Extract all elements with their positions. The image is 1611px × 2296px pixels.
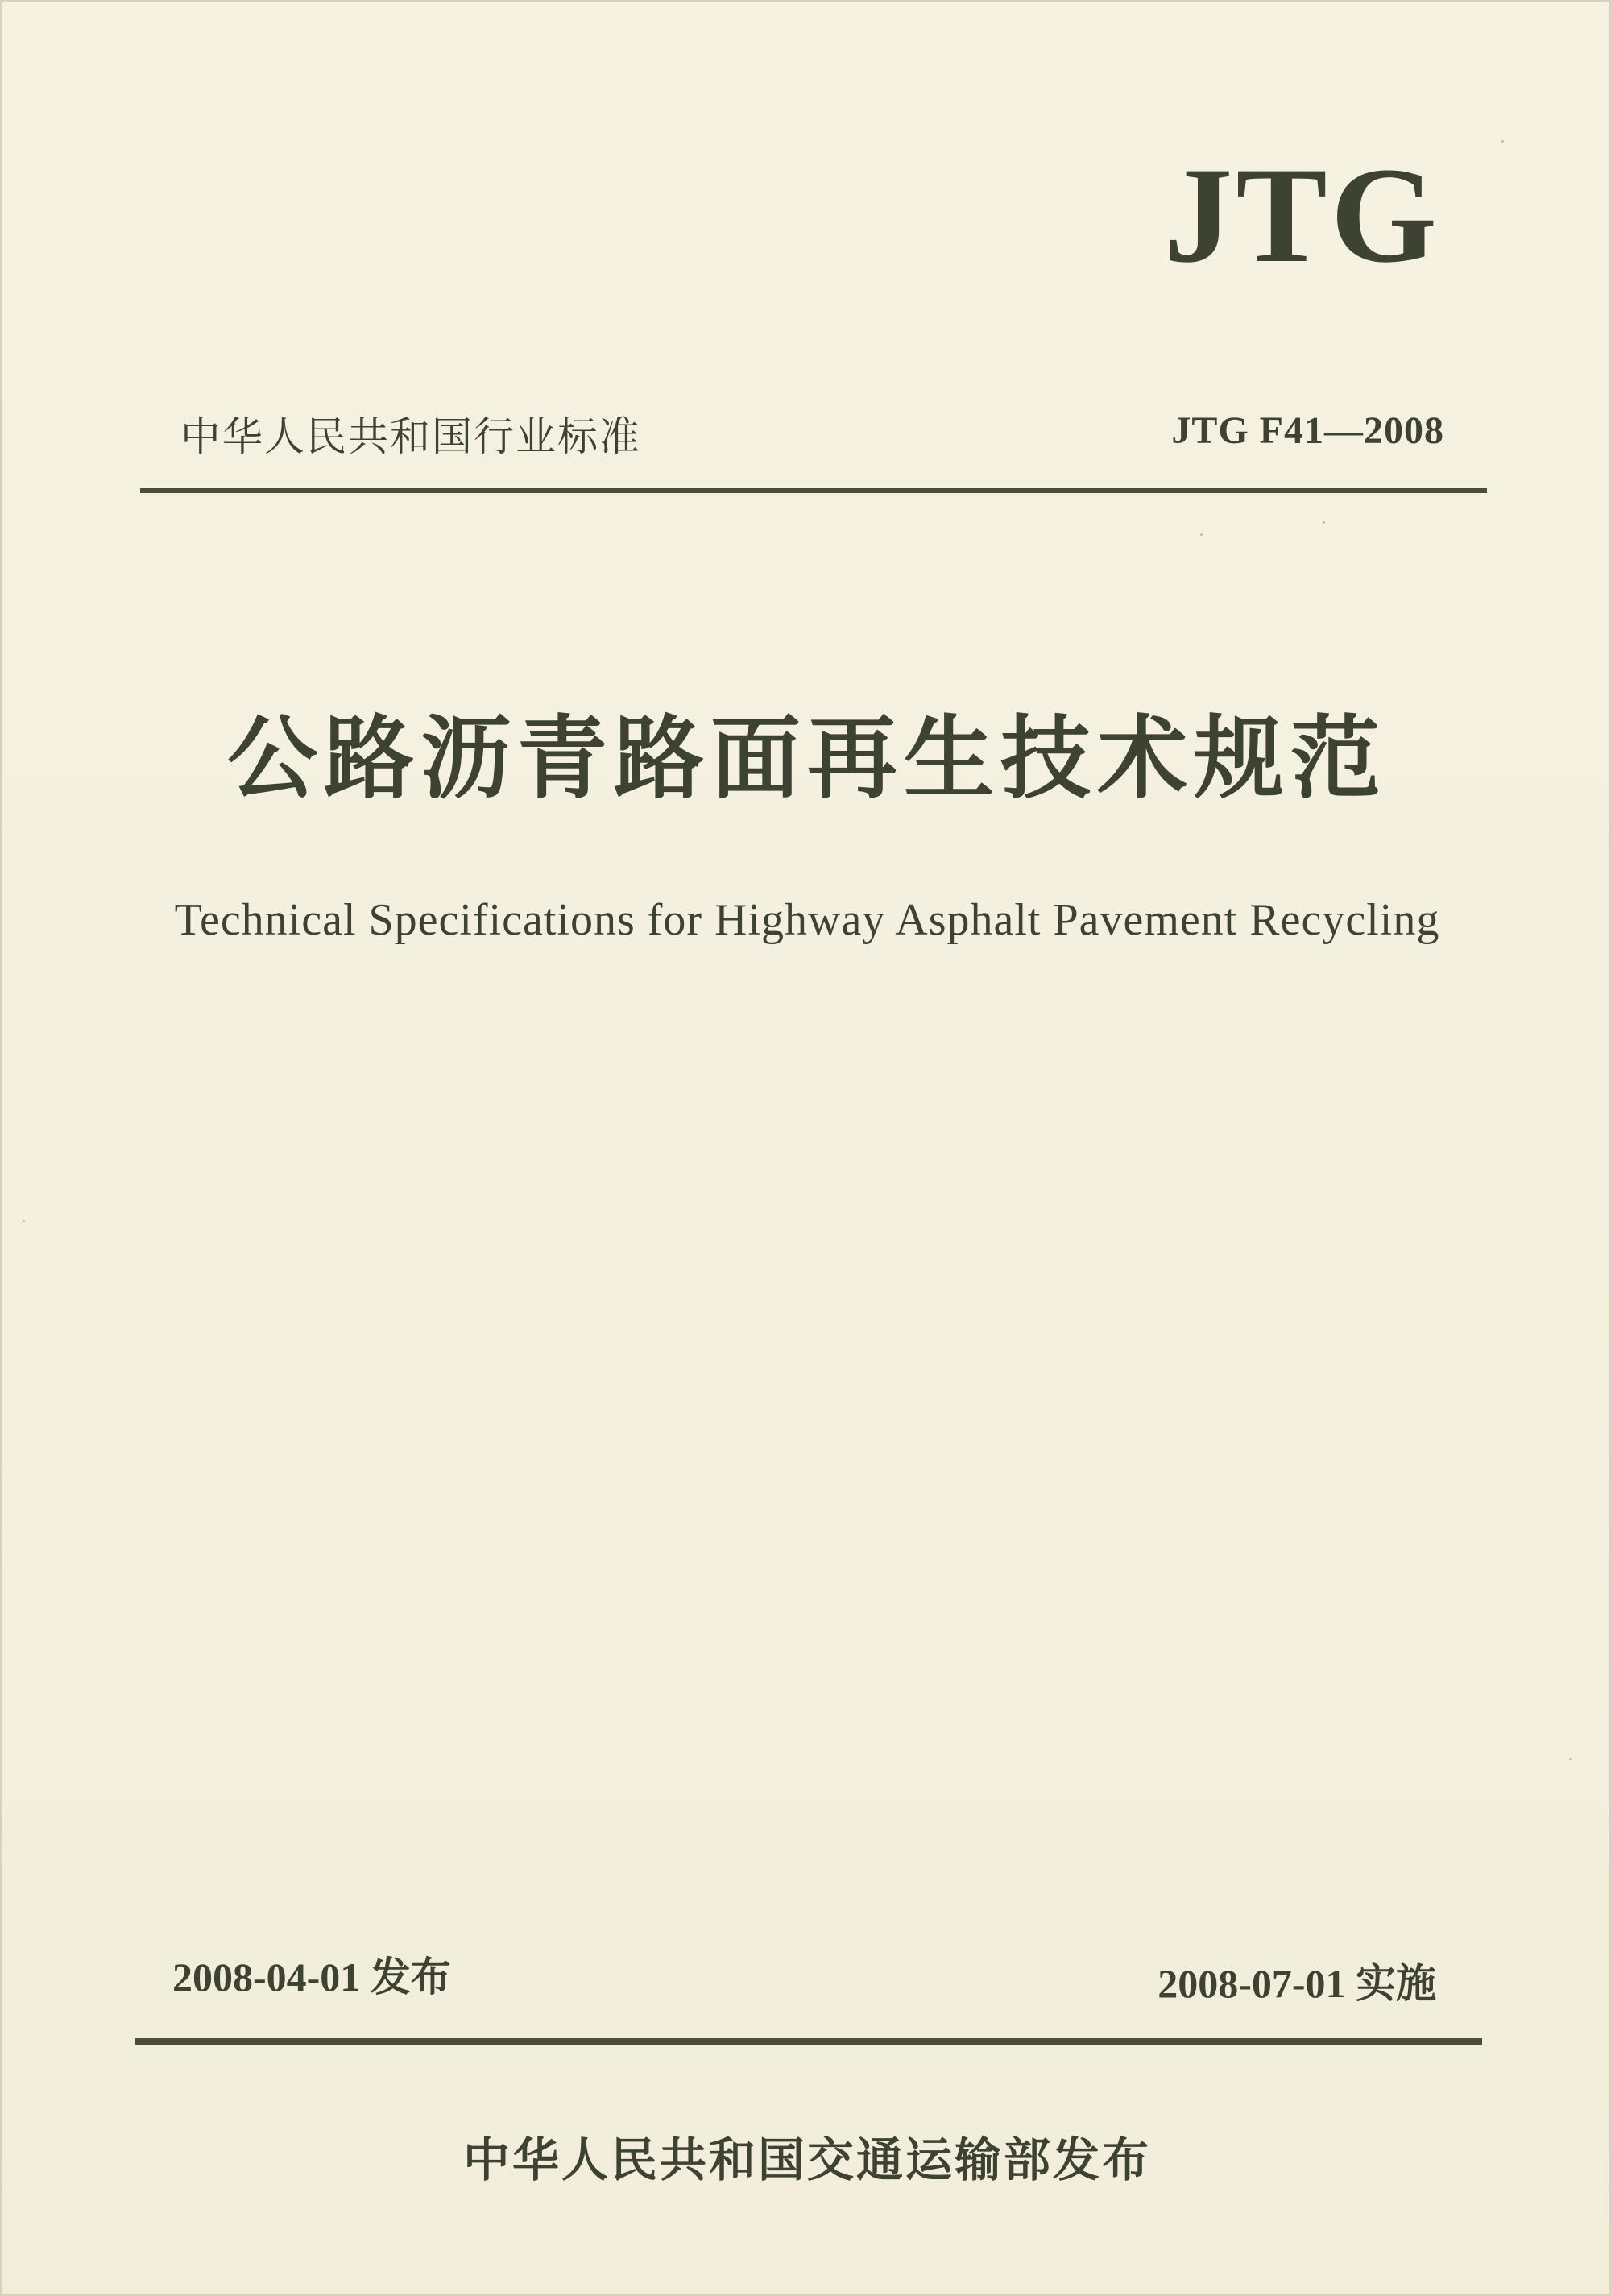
- top-divider: [140, 488, 1487, 493]
- effective-date: 2008-07-01 实施: [1158, 1961, 1436, 2006]
- title-chinese: 公路沥青路面再生技术规范: [227, 707, 1387, 811]
- paper-speck: [1501, 140, 1504, 143]
- brand-mark: JTG: [1164, 139, 1440, 291]
- publisher: 中华人民共和国交通运输部发布: [462, 2132, 1151, 2187]
- paper-speck: [1569, 1758, 1572, 1760]
- paper-speck: [23, 1220, 25, 1222]
- title-english: Technical Specifications for Highway Asphalt Pavement Recycling: [174, 895, 1440, 945]
- bottom-divider: [135, 2038, 1482, 2045]
- issue-date: 2008-04-01 发布: [172, 1954, 451, 2000]
- standard-category: 中华人民共和国行业标准: [180, 413, 641, 460]
- standard-code: JTG F41—2008: [1171, 409, 1444, 452]
- paper-speck: [1200, 533, 1203, 536]
- paper-speck: [1323, 521, 1325, 524]
